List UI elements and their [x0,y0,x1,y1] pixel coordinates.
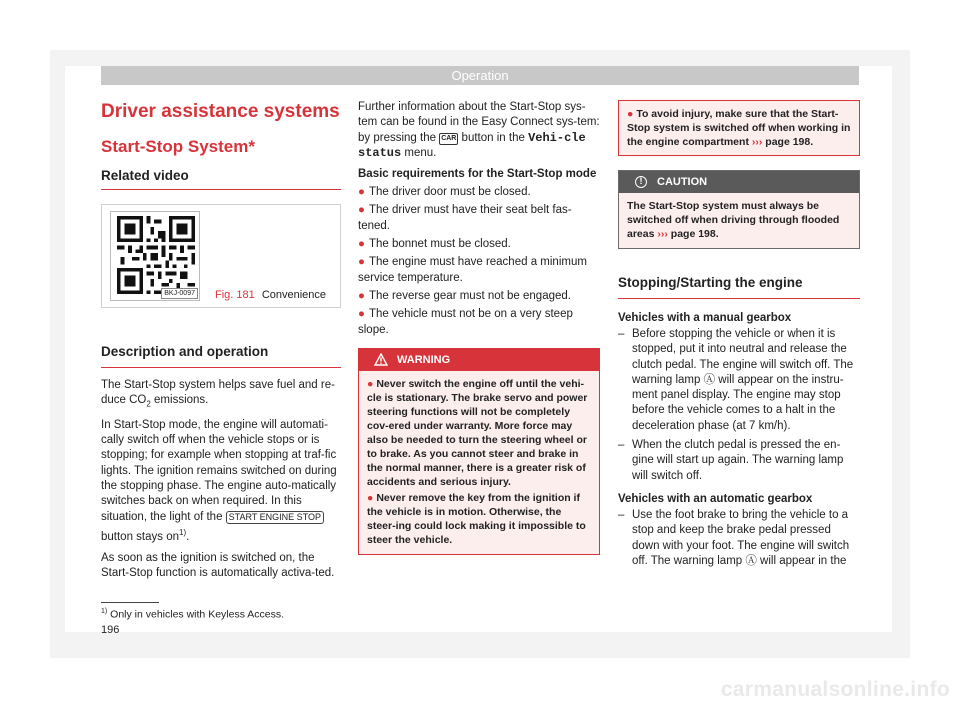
paragraph-easy-connect: Further information about the Start-Stop sys-tem can be found in the Easy Connect sys-tem: by pressing the CAR button in the Vehi-cle status menu. [358,101,600,160]
manual-gearbox-heading: Vehicles with a manual gearbox [618,312,792,324]
paragraph-co2: The Start-Stop system helps save fuel and re-duce $CO_2$ emissions. [101,379,335,409]
paragraph-ignition: As soon as the ignition is switched on, the Start-Stop function is automatically activa-ted. [101,552,335,580]
footnote-divider [101,602,159,603]
qr-code-icon[interactable] [110,211,200,301]
page-link[interactable]: page 198 [670,228,716,240]
warning-item: ● Never remove the key from the ignition if the vehicle is in motion. Otherwise, the steer-ing could lock making it impossible to steer the vehicle. [367,491,586,546]
figure-181 [101,204,341,308]
warning-box [358,348,600,555]
vehicle-status-menu: Vehi-cle status [358,130,586,160]
warning-triangle-icon [374,353,388,366]
list-item: ● The vehicle must not be on a very steep slope. [358,308,573,336]
stopping-starting-heading: Stopping/Starting the engine [618,275,860,299]
caution-body: The Start-Stop system must always be switched off when driving through flooded areas ››› page 198. [619,193,859,248]
description-heading: Description and operation [101,344,341,368]
caution-label: CAUTION [657,176,708,188]
list-item: ● The bonnet must be closed. [358,238,511,251]
page-number: 196 [101,624,120,636]
warning-label: WARNING [397,353,451,366]
list-item: ● The driver must have their seat belt fas-tened. [358,204,572,232]
watermark: carmanualsonline.info [720,678,950,701]
section-header: Operation [101,66,859,85]
automatic-gearbox-heading: Vehicles with an automatic gearbox [618,492,813,505]
paragraph-start-stop-mode: In Start-Stop mode, the engine will automati-cally switch off when the vehicle stops or is stopping; for example when stopping at traf-fic lights. The ignition remains switched on during the stopping phase. The engine auto-matically switches back on when required. In this situation, the light of the START ENGINE STOP button stays $on^{1)}$. [101,418,337,543]
caution-info-icon: ! [635,176,647,188]
section-subtitle: Start-Stop System* [101,137,255,156]
car-button-icon: CAR [439,133,458,145]
caution-box [618,170,860,249]
warning-header [359,349,599,371]
warning-item: ● Never switch the engine off until the vehi-cle is stationary. The brake servo and power steering functions will not be completely cov-ered under warranty. More force may also be needed to turn the steering wheel or to brake. As you cannot steer and brake in the normal manner, there is a greater risk of accidents and serious injury. [367,377,588,488]
left-column [101,100,341,582]
list-item: ● The engine must have reached a minimum service temperature. [358,256,587,284]
figure-number: Fig. 181 [215,289,255,301]
related-video-heading: Related video [101,168,341,190]
caution-header [619,171,859,193]
figure-caption-text: Convenience [261,289,327,301]
list-item: – Use the foot brake to bring the vehicle to a stop and keep the brake pedal pressed down with your foot. The engine will switch off. The warning lamp Ⓐ will appear in the [618,508,850,567]
start-engine-stop-button-label: START ENGINE STOP [226,511,324,524]
page-title: Driver assistance systems [101,101,340,122]
list-item: ● The driver door must be closed. [358,186,531,199]
list-item: ● The reverse gear must not be engaged. [358,289,571,302]
list-item: – When the clutch pedal is pressed the en-gine will start up again. The warning lamp will switch off. [618,439,844,482]
middle-column [358,100,600,555]
warning-continuation-box: ● To avoid injury, make sure that the Start-Stop system is switched off when working in the engine compartment ››› page 198. [618,100,860,156]
right-column [618,100,860,569]
list-item: – Before stopping the vehicle or when it is stopped, put it into neutral and release the clutch pedal. The engine will switch off. The warning lamp Ⓐ will appear on the instru-ment panel display. The engine may stop before the vehicle comes to a halt in the deceleration phase (at 7 km/h). [618,328,854,432]
requirements-heading: Basic requirements for the Start-Stop mode [358,168,597,181]
figure-code: BKJ-0097 [161,288,198,299]
page-link[interactable]: page 198 [765,136,811,148]
footnote: $^{1)}$ Only in vehicles with Keyless Access. [101,608,285,621]
warning-body [359,371,599,554]
figure-caption [215,289,326,301]
